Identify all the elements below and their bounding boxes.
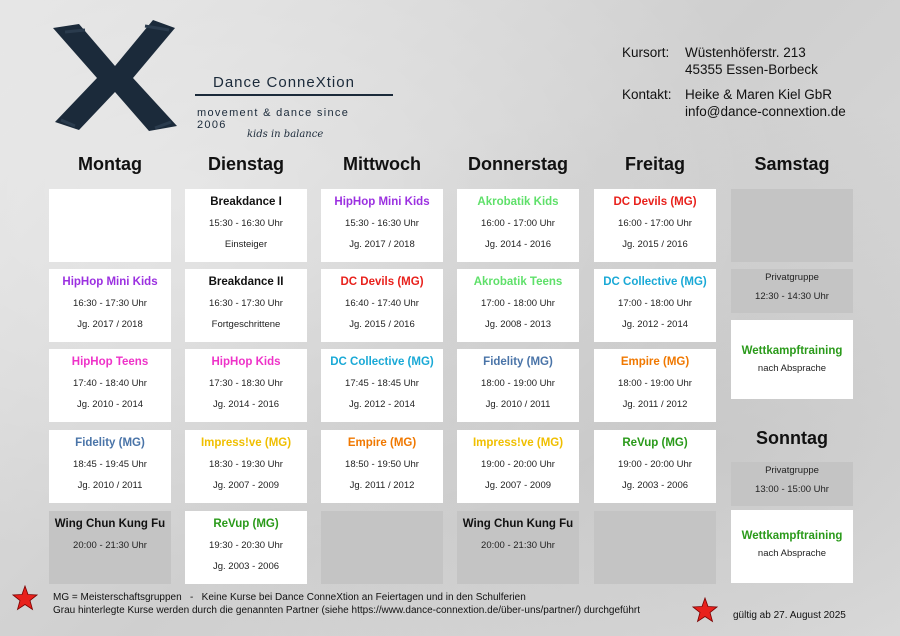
contact-info: [622, 44, 846, 120]
course-title: Empire (MG): [347, 437, 417, 449]
x-mark-icon: [45, 18, 195, 133]
mittwoch-course-slot: [321, 269, 443, 342]
dienstag-course-slot: [185, 511, 307, 584]
course-group: Jg. 2003 - 2006: [621, 480, 689, 491]
mittwoch-course-slot: [321, 430, 443, 503]
footer-line1: MG = Meisterschaftsgruppen - Keine Kurse bei Dance ConneXtion an Feiertagen und in den Schulferien: [53, 592, 526, 603]
mittwoch-course-slot: [321, 511, 443, 584]
brand-name: Dance ConneXtion: [213, 74, 355, 91]
samstag-privatgruppe: [731, 269, 853, 313]
course-group: Jg. 2008 - 2013: [484, 319, 552, 330]
kursort-line2: 45355 Essen-Borbeck: [685, 62, 818, 77]
dienstag-course-slot: [185, 269, 307, 342]
course-time: 18:00 - 19:00 Uhr: [618, 378, 692, 389]
freitag-course-slot: [594, 349, 716, 422]
day-header-sonntag: Sonntag: [756, 428, 828, 448]
dienstag-course-slot: [185, 189, 307, 262]
day-header-mittwoch: Mittwoch: [343, 154, 421, 174]
course-group: Jg. 2017 / 2018: [77, 319, 143, 330]
course-title: Wing Chun Kung Fu: [54, 518, 166, 530]
course-time: 16:00 - 17:00 Uhr: [618, 218, 692, 229]
donnerstag-course-slot: [457, 349, 579, 422]
montag-course-slot: [49, 269, 171, 342]
course-group: Jg. 2015 / 2016: [622, 239, 688, 250]
course-time: 16:40 - 17:40 Uhr: [345, 298, 419, 309]
samstag-privat-title: Privatgruppe: [765, 272, 819, 283]
course-title: HipHop Mini Kids: [334, 196, 430, 208]
course-time: 19:00 - 20:00 Uhr: [481, 459, 555, 470]
course-title: Impress!ve (MG): [472, 437, 564, 449]
star-icon: [12, 585, 38, 611]
course-time: 20:00 - 21:30 Uhr: [73, 540, 147, 551]
course-group: Jg. 2012 - 2014: [348, 399, 416, 410]
course-title: Empire (MG): [620, 356, 690, 368]
sonntag-privat-title: Privatgruppe: [765, 465, 819, 476]
dienstag-course-slot: [185, 430, 307, 503]
course-time: 16:30 - 17:30 Uhr: [209, 298, 283, 309]
course-time: 16:00 - 17:00 Uhr: [481, 218, 555, 229]
montag-course-slot: [49, 511, 171, 584]
footer-line2: Grau hinterlegte Kurse werden durch die genannten Partner (siehe https://www.dance-connextion.de/über-uns/partner/) durchgeführt: [53, 605, 641, 616]
course-title: Impress!ve (MG): [200, 437, 292, 449]
course-group: Jg. 2010 / 2011: [77, 480, 143, 491]
course-time: 17:00 - 18:00 Uhr: [618, 298, 692, 309]
donnerstag-course-slot: [457, 430, 579, 503]
course-group: Jg. 2014 - 2016: [484, 239, 552, 250]
course-group: Fortgeschrittene: [211, 319, 281, 330]
course-title: [49, 195, 171, 209]
course-title: Fidelity (MG): [483, 356, 553, 368]
freitag-course-slot: [594, 269, 716, 342]
sonntag-wettkampftraining: [731, 510, 853, 583]
mittwoch-course-slot: [321, 189, 443, 262]
day-header-montag: Montag: [78, 154, 142, 174]
course-group: Jg. 2010 - 2014: [76, 399, 144, 410]
course-time: 18:00 - 19:00 Uhr: [481, 378, 555, 389]
kontakt-label: Kontakt:: [622, 87, 672, 102]
course-title: [594, 517, 716, 531]
samstag-wk-title: Wettkampftraining: [741, 345, 843, 357]
course-time: 17:30 - 18:30 Uhr: [209, 378, 283, 389]
samstag-wk-sub: nach Absprache: [757, 363, 827, 374]
course-title: Breakdance II: [208, 276, 284, 288]
course-title: [321, 517, 443, 531]
kontakt-line1: Heike & Maren Kiel GbR: [685, 87, 833, 102]
footer-notes: [53, 591, 640, 617]
freitag-course-slot: [594, 189, 716, 262]
course-title: DC Collective (MG): [603, 276, 707, 288]
day-header-samstag: Samstag: [754, 154, 830, 174]
montag-course-slot: [49, 189, 171, 262]
samstag-wettkampftraining: [731, 320, 853, 399]
course-group: Jg. 2007 - 2009: [484, 480, 552, 491]
course-time: 19:30 - 20:30 Uhr: [209, 540, 283, 551]
course-title: DC Collective (MG): [330, 356, 434, 368]
brand-script: kids in balance: [247, 129, 324, 140]
course-title: Breakdance I: [210, 196, 282, 208]
course-title: HipHop Kids: [211, 356, 281, 368]
course-group: Jg. 2012 - 2014: [621, 319, 689, 330]
course-group: Jg. 2017 / 2018: [349, 239, 415, 250]
donnerstag-course-slot: [457, 269, 579, 342]
course-title: ReVup (MG): [622, 437, 688, 449]
day-header-donnerstag: Donnerstag: [467, 154, 568, 174]
course-title: HipHop Teens: [71, 356, 149, 368]
course-group: Jg. 2003 - 2006: [212, 561, 280, 572]
donnerstag-course-slot: [457, 189, 579, 262]
samstag-privat-time: 12:30 - 14:30 Uhr: [755, 291, 829, 302]
course-group: Jg. 2014 - 2016: [212, 399, 280, 410]
course-group: Jg. 2011 / 2012: [349, 480, 415, 491]
kursort-line1: Wüstenhöferstr. 213: [685, 45, 806, 60]
course-time: 15:30 - 16:30 Uhr: [345, 218, 419, 229]
course-group: Jg. 2010 / 2011: [485, 399, 551, 410]
course-time: 19:00 - 20:00 Uhr: [618, 459, 692, 470]
course-time: 16:30 - 17:30 Uhr: [73, 298, 147, 309]
course-title: Fidelity (MG): [75, 437, 145, 449]
brand-tagline: movement & dance since 2006: [197, 107, 350, 131]
donnerstag-course-slot: [457, 511, 579, 584]
course-title: Akrobatik Kids: [477, 196, 559, 208]
montag-course-slot: [49, 430, 171, 503]
course-title: DC Devils (MG): [340, 276, 424, 288]
dienstag-course-slot: [185, 349, 307, 422]
sonntag-wk-title: Wettkampftraining: [741, 530, 843, 542]
course-time: 17:00 - 18:00 Uhr: [481, 298, 555, 309]
freitag-course-slot: [594, 511, 716, 584]
course-time: 18:30 - 19:30 Uhr: [209, 459, 283, 470]
valid-from: gültig ab 27. August 2025: [733, 610, 846, 621]
kursort-label: Kursort:: [622, 45, 670, 60]
day-header-dienstag: Dienstag: [207, 154, 285, 174]
course-time: 18:50 - 19:50 Uhr: [345, 459, 419, 470]
course-time: 17:40 - 18:40 Uhr: [73, 378, 147, 389]
montag-course-slot: [49, 349, 171, 422]
sonntag-privatgruppe: [731, 462, 853, 506]
course-title: Wing Chun Kung Fu: [462, 518, 574, 530]
samstag-empty-slot: [731, 189, 853, 262]
course-title: HipHop Mini Kids: [62, 276, 158, 288]
course-title: Akrobatik Teens: [473, 276, 563, 288]
course-time: 18:45 - 19:45 Uhr: [73, 459, 147, 470]
course-group: Jg. 2015 / 2016: [349, 319, 415, 330]
kontakt-email[interactable]: info@dance-connextion.de: [685, 104, 846, 119]
sonntag-privat-time: 13:00 - 15:00 Uhr: [755, 484, 829, 495]
freitag-course-slot: [594, 430, 716, 503]
day-header-freitag: Freitag: [624, 154, 685, 174]
course-title: DC Devils (MG): [613, 196, 697, 208]
mittwoch-course-slot: [321, 349, 443, 422]
course-title: ReVup (MG): [213, 518, 279, 530]
course-time: 20:00 - 21:30 Uhr: [481, 540, 555, 551]
course-group: Einsteiger: [224, 239, 268, 250]
sonntag-wk-sub: nach Absprache: [757, 548, 827, 559]
course-time: 17:45 - 18:45 Uhr: [345, 378, 419, 389]
course-time: 15:30 - 16:30 Uhr: [209, 218, 283, 229]
course-group: Jg. 2007 - 2009: [212, 480, 280, 491]
logo: [45, 18, 355, 140]
brand-rule: [195, 94, 393, 96]
star-icon: [692, 597, 718, 623]
course-group: Jg. 2011 / 2012: [622, 399, 688, 410]
